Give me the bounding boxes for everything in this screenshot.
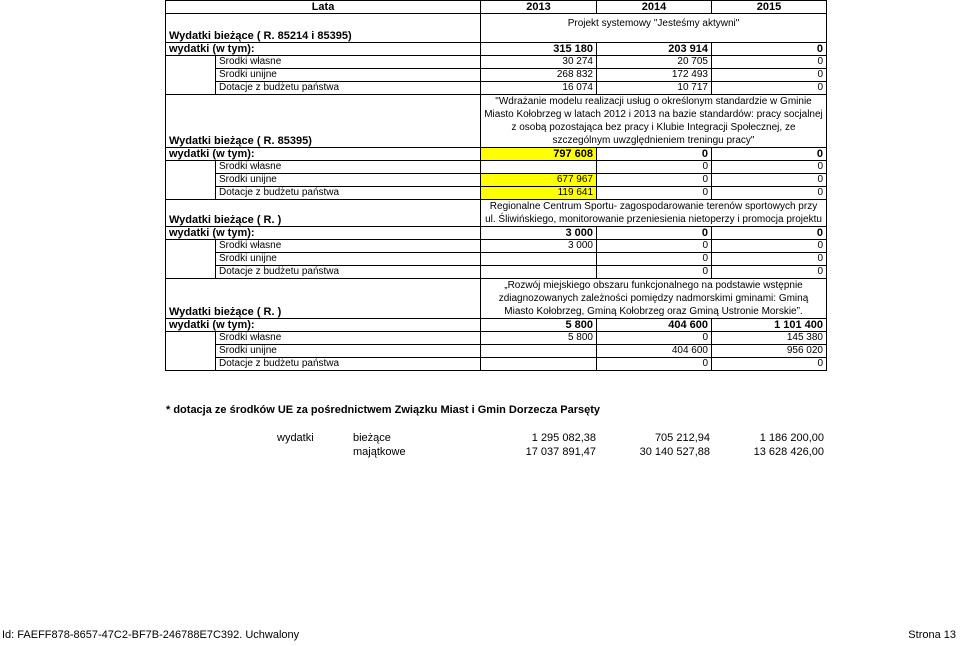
row-label: Srodki unijne: [216, 345, 481, 358]
value-cell: 404 600: [597, 345, 712, 358]
table-row: [166, 332, 827, 345]
value-cell: 0: [597, 240, 712, 253]
row-label: Dotacje z budżetu państwa: [216, 187, 481, 200]
value-cell: 956 020: [712, 345, 827, 358]
totals-value: 30 140 527,88: [639, 446, 710, 458]
section-4-title-row: [166, 279, 827, 319]
value-cell: 0: [712, 56, 827, 69]
value-cell: [481, 358, 597, 371]
section-3-title-row: [166, 200, 827, 227]
value-cell: 0: [597, 187, 712, 200]
total-2015: 1 101 400: [712, 319, 827, 332]
section-total-row: [166, 148, 827, 161]
budget-table: [165, 0, 827, 371]
value-cell: 0: [597, 358, 712, 371]
row-label: Dotacje z budżetu państwa: [216, 266, 481, 279]
value-cell: 5 800: [481, 332, 597, 345]
totals-value: 705 212,94: [654, 432, 710, 444]
value-cell: 16 074: [481, 82, 597, 95]
table-row: [166, 69, 827, 82]
total-2013: 3 000: [481, 227, 597, 240]
document-id: Id: FAEFF878-8657-47C2-BF7B-246788E7C392. Uchwalony: [2, 629, 300, 641]
page-number: Strona 13: [908, 629, 956, 641]
value-cell: 677 967: [481, 174, 597, 187]
total-2015: 0: [712, 43, 827, 56]
total-2014: 0: [597, 148, 712, 161]
section-description: Regionalne Centrum Sportu- zagospodarowanie terenów sportowych przy ul. Śliwińskiego, monitorowanie przeniesienia nietoperzy i promocja projektu: [481, 200, 827, 227]
table-row: [166, 240, 827, 253]
value-cell: 0: [712, 82, 827, 95]
row-label: Srodki własne: [216, 240, 481, 253]
value-cell: 0: [712, 240, 827, 253]
section-title: Wydatki bieżące ( R. ): [166, 200, 481, 227]
value-cell: 119 641: [481, 187, 597, 200]
year-2014: 2014: [597, 1, 712, 14]
section-total-row: [166, 43, 827, 56]
value-cell: 268 832: [481, 69, 597, 82]
table-row: [166, 174, 827, 187]
value-cell: 0: [597, 332, 712, 345]
total-2014: 203 914: [597, 43, 712, 56]
value-cell: 0: [597, 174, 712, 187]
row-label: Srodki unijne: [216, 69, 481, 82]
header-label: Lata: [166, 1, 481, 14]
value-cell: 0: [712, 161, 827, 174]
value-cell: [481, 266, 597, 279]
table-row: [166, 161, 827, 174]
total-2015: 0: [712, 148, 827, 161]
totals-value: 17 037 891,47: [525, 446, 596, 458]
total-2013: 5 800: [481, 319, 597, 332]
totals-value: 1 295 082,38: [531, 432, 596, 444]
row-label: Srodki unijne: [216, 253, 481, 266]
value-cell: 0: [712, 358, 827, 371]
total-2013: 315 180: [481, 43, 597, 56]
totals-value: 1 186 200,00: [759, 432, 824, 444]
section-description: „Rozwój miejskiego obszaru funkcjonalnego na podstawie wstępnie zdiagnozowanych zależności pomiędzy nadmorskimi gminami: Gminą Miasto Kołobrzeg, Gminą Kołobrzeg oraz Gminą Ustronie Morskie”.: [481, 279, 827, 319]
row-label: Dotacje z budżetu państwa: [216, 358, 481, 371]
total-label: wydatki (w tym):: [166, 43, 481, 56]
totals-type: majątkowe: [353, 446, 406, 458]
total-2014: 404 600: [597, 319, 712, 332]
table-row: [166, 56, 827, 69]
total-label: wydatki (w tym):: [166, 148, 481, 161]
value-cell: 3 000: [481, 240, 597, 253]
table-row: [166, 253, 827, 266]
table-row: [166, 82, 827, 95]
totals-label: wydatki: [277, 432, 314, 444]
year-2013: 2013: [481, 1, 597, 14]
value-cell: 0: [712, 69, 827, 82]
value-cell: 0: [597, 161, 712, 174]
value-cell: 145 380: [712, 332, 827, 345]
totals-value: 13 628 426,00: [753, 446, 824, 458]
row-label: Srodki własne: [216, 332, 481, 345]
value-cell: 0: [597, 253, 712, 266]
section-title: Wydatki bieżące ( R. 85395): [166, 95, 481, 148]
section-1-title-row: [166, 14, 827, 43]
value-cell: 20 705: [597, 56, 712, 69]
section-2-title-row: [166, 95, 827, 148]
eu-funding-note: * dotacja ze środków UE za pośrednictwem Związku Miast i Gmin Dorzecza Parsęty: [166, 404, 601, 416]
row-label: Srodki unijne: [216, 174, 481, 187]
value-cell: [481, 253, 597, 266]
value-cell: [481, 345, 597, 358]
totals-type: bieżące: [353, 432, 391, 444]
total-2015: 0: [712, 227, 827, 240]
year-2015: 2015: [712, 1, 827, 14]
table-row: [166, 345, 827, 358]
section-description: Projekt systemowy "Jesteśmy aktywni": [481, 14, 827, 43]
total-2014: 0: [597, 227, 712, 240]
row-label: Srodki własne: [216, 161, 481, 174]
section-description: "Wdrażanie modelu realizacji usług o określonym standardzie w Gminie Miasto Kołobrzeg w latach 2012 i 2013 na bazie standardów: pracy socjalnej z osobą pozostająca bez pracy i Klubie Integracji Społecznej, ze szczególnym uwzględnieniem treningu pracy": [481, 95, 827, 148]
value-cell: [481, 161, 597, 174]
value-cell: 30 274: [481, 56, 597, 69]
total-label: wydatki (w tym):: [166, 227, 481, 240]
total-label: wydatki (w tym):: [166, 319, 481, 332]
value-cell: 0: [712, 266, 827, 279]
row-label: Dotacje z budżetu państwa: [216, 82, 481, 95]
table-row: [166, 358, 827, 371]
table-row: [166, 266, 827, 279]
header-row: [166, 1, 827, 14]
section-total-row: [166, 319, 827, 332]
value-cell: 10 717: [597, 82, 712, 95]
value-cell: 0: [712, 187, 827, 200]
table-row: [166, 187, 827, 200]
section-title: Wydatki bieżące ( R. ): [166, 279, 481, 319]
row-label: Srodki własne: [216, 56, 481, 69]
section-total-row: [166, 227, 827, 240]
value-cell: 0: [712, 253, 827, 266]
value-cell: 172 493: [597, 69, 712, 82]
value-cell: 0: [597, 266, 712, 279]
total-2013: 797 608: [481, 148, 597, 161]
section-title: Wydatki bieżące ( R. 85214 i 85395): [166, 14, 481, 43]
value-cell: 0: [712, 174, 827, 187]
